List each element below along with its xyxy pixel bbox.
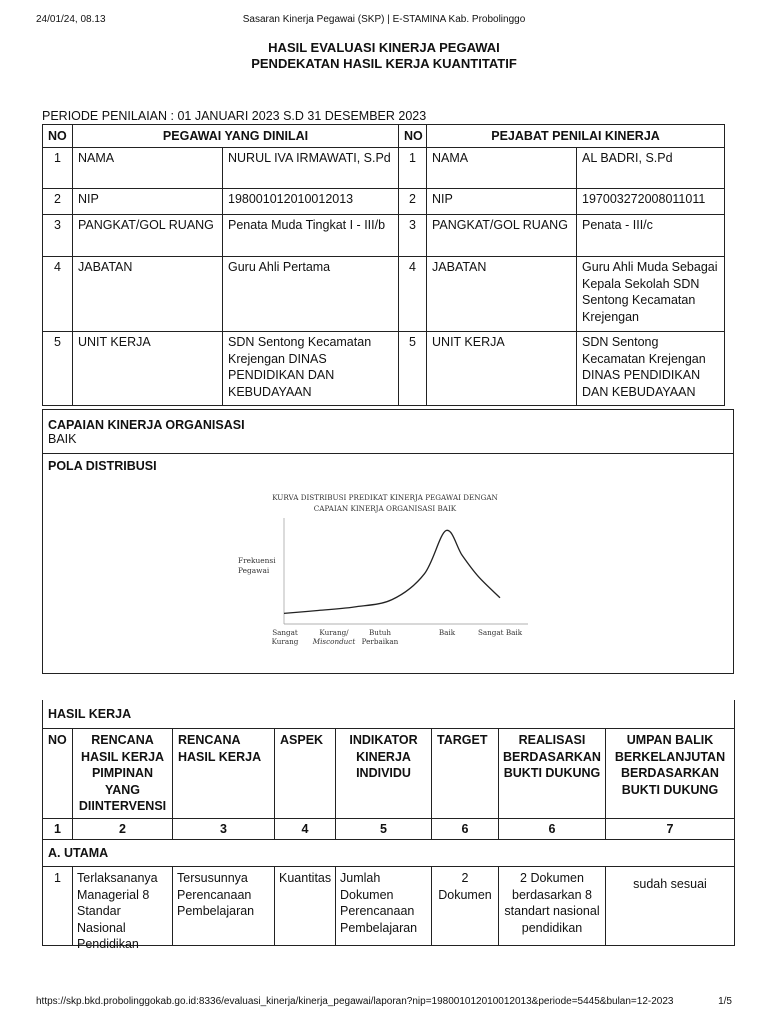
- hasil-aspek: Kuantitas: [275, 867, 336, 946]
- heading-line1: HASIL EVALUASI KINERJA PEGAWAI: [268, 40, 500, 55]
- category-label-1-line2: Kurang: [271, 637, 299, 646]
- chart-title-line2: CAPAIAN KINERJA ORGANISASI BAIK: [313, 504, 457, 513]
- row-label-2: NIP: [427, 189, 577, 215]
- category-label-1-line1: Sangat: [272, 628, 298, 637]
- category-labels: [272, 628, 523, 646]
- distribution-curve-line: [284, 530, 500, 613]
- pola-label: POLA DISTRIBUSI: [48, 459, 157, 473]
- table-row: [43, 189, 725, 215]
- print-datetime: 24/01/24, 08.13: [36, 14, 106, 25]
- row-no: 1: [43, 148, 73, 189]
- section-utama: A. UTAMA: [43, 840, 735, 867]
- col-number: 1: [43, 819, 73, 840]
- employee-info-table: [42, 124, 725, 406]
- col-aspek: ASPEK: [275, 729, 336, 819]
- print-header: [36, 14, 732, 28]
- table-row: [43, 332, 725, 406]
- row-label: NIP: [73, 189, 223, 215]
- col-number: 2: [73, 819, 173, 840]
- heading-line2: PENDEKATAN HASIL KERJA KUANTITATIF: [251, 56, 517, 71]
- hasil-rhk-pimpinan-text: Terlaksananya Managerial 8 Standar Nasional Pendidikan: [77, 871, 158, 951]
- distribution-chart: [230, 488, 540, 658]
- table-row: [43, 257, 725, 332]
- hasil-label-row: [43, 700, 735, 729]
- section-utama-row: [43, 840, 735, 867]
- header-no-2: NO: [399, 125, 427, 148]
- row-label: UNIT KERJA: [73, 332, 223, 406]
- y-axis-label-line1: Frekuensi: [238, 556, 276, 565]
- row-value-2: Guru Ahli Muda Sebagai Kepala Sekolah SDN Sentong Kecamatan Krejengan: [577, 257, 725, 332]
- hasil-header-row: [43, 729, 735, 819]
- row-no-2: 2: [399, 189, 427, 215]
- col-number: 6: [432, 819, 499, 840]
- table-row: [43, 215, 725, 257]
- row-label-2: UNIT KERJA: [427, 332, 577, 406]
- print-page-title: Sasaran Kinerja Pegawai (SKP) | E-STAMINA Kab. Probolinggo: [242, 14, 526, 25]
- category-label-3-line2: Perbaikan: [361, 637, 399, 646]
- col-number: 6: [499, 819, 606, 840]
- hasil-no: 1: [43, 867, 73, 946]
- row-value: 198001012010012013: [223, 189, 399, 215]
- col-rhk-pimpinan: RENCANA HASIL KERJA PIMPINAN YANG DIINTERVENSI: [73, 729, 173, 819]
- row-label-2: NAMA: [427, 148, 577, 189]
- row-no-2: 5: [399, 332, 427, 406]
- row-value-2: SDN Sentong Kecamatan Krejengan DINAS PENDIDIKAN DAN KEBUDAYAAN: [577, 332, 725, 406]
- row-no: 2: [43, 189, 73, 215]
- row-label: PANGKAT/GOL RUANG: [73, 215, 223, 257]
- row-no-2: 4: [399, 257, 427, 332]
- category-label-5-line1: Sangat Baik: [477, 628, 523, 637]
- capaian-section: [42, 409, 734, 454]
- chart-title-line1: KURVA DISTRIBUSI PREDIKAT KINERJA PEGAWAI DENGAN: [272, 493, 498, 502]
- row-value: NURUL IVA IRMAWATI, S.Pd: [223, 148, 399, 189]
- hasil-label: HASIL KERJA: [43, 700, 735, 729]
- row-value: Guru Ahli Pertama: [223, 257, 399, 332]
- col-rhk: RENCANA HASIL KERJA: [173, 729, 275, 819]
- row-label: JABATAN: [73, 257, 223, 332]
- col-number: 7: [606, 819, 735, 840]
- col-number: 3: [173, 819, 275, 840]
- row-value-2: 197003272008011011: [577, 189, 725, 215]
- header-pejabat: PEJABAT PENILAI KINERJA: [427, 125, 725, 148]
- row-no: 5: [43, 332, 73, 406]
- row-value: Penata Muda Tingkat I - III/b: [223, 215, 399, 257]
- hasil-umpan-balik: sudah sesuai: [606, 867, 735, 946]
- row-label-2: PANGKAT/GOL RUANG: [427, 215, 577, 257]
- periode-penilaian: PERIODE PENILAIAN : 01 JANUARI 2023 S.D 31 DESEMBER 2023: [42, 109, 427, 123]
- category-label-3-line1: Butuh: [368, 628, 392, 637]
- row-no-2: 3: [399, 215, 427, 257]
- category-label-4-line1: Baik: [438, 628, 456, 637]
- row-value-2: Penata - III/c: [577, 215, 725, 257]
- table-row: [43, 867, 735, 946]
- footer-url: https://skp.bkd.probolinggokab.go.id:8336/evaluasi_kinerja/kinerja_pegawai/laporan?nip=198001012010012013&periode=5445&bulan=12-2023: [36, 996, 674, 1007]
- col-indikator: INDIKATOR KINERJA INDIVIDU: [336, 729, 432, 819]
- hasil-rhk-pimpinan: [73, 867, 173, 951]
- hasil-indikator: Jumlah Dokumen Perencanaan Pembelajaran: [336, 867, 432, 946]
- row-value-2: AL BADRI, S.Pd: [577, 148, 725, 189]
- capaian-value: BAIK: [48, 432, 77, 446]
- row-label-2: JABATAN: [427, 257, 577, 332]
- print-footer: [36, 996, 732, 1007]
- col-realisasi: REALISASI BERDASARKAN BUKTI DUKUNG: [499, 729, 606, 819]
- report-heading: [0, 40, 768, 72]
- header-pegawai: PEGAWAI YANG DINILAI: [73, 125, 399, 148]
- col-number: 4: [275, 819, 336, 840]
- category-label-2-line2: Misconduct: [312, 637, 356, 646]
- y-axis-label-line2: Pegawai: [238, 566, 270, 575]
- hasil-realisasi: 2 Dokumen berdasarkan 8 standart nasional pendidikan: [499, 867, 606, 946]
- hasil-kerja-table: [42, 700, 735, 951]
- header-no: NO: [43, 125, 73, 148]
- col-number: 5: [336, 819, 432, 840]
- category-label-2-line1: Kurang/: [319, 628, 349, 637]
- info-header-row: [43, 125, 725, 148]
- row-no: 3: [43, 215, 73, 257]
- col-target: TARGET: [432, 729, 499, 819]
- row-no-2: 1: [399, 148, 427, 189]
- col-umpan-balik: UMPAN BALIK BERKELANJUTAN BERDASARKAN BUKTI DUKUNG: [606, 729, 735, 819]
- hasil-rhk: Tersusunnya Perencanaan Pembelajaran: [173, 867, 275, 946]
- capaian-label: CAPAIAN KINERJA ORGANISASI: [48, 418, 245, 432]
- column-number-row: [43, 819, 735, 840]
- row-no: 4: [43, 257, 73, 332]
- col-no: NO: [43, 729, 73, 819]
- row-value: SDN Sentong Kecamatan Krejengan DINAS PENDIDIKAN DAN KEBUDAYAAN: [223, 332, 399, 406]
- hasil-target: 2 Dokumen: [432, 867, 499, 946]
- page-number: 1/5: [718, 996, 732, 1007]
- table-row: [43, 148, 725, 189]
- row-label: NAMA: [73, 148, 223, 189]
